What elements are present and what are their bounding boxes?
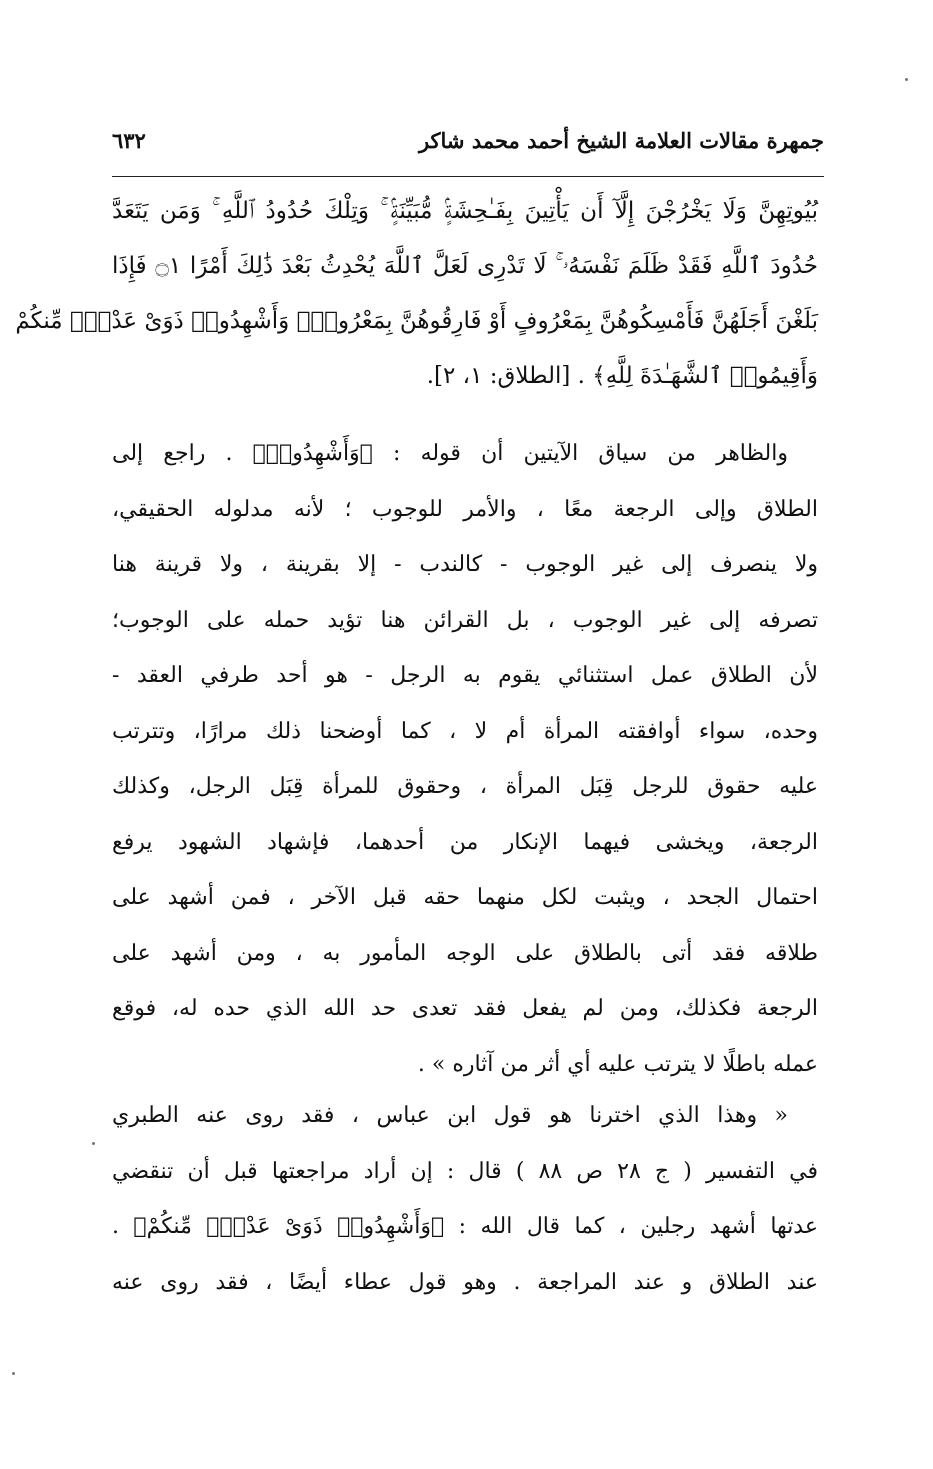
text-line: عدتها أشهد رجلين ، كما قال الله : ﴿وَأَشْهِدُوا۟ ذَوَىْ عَدْلٍۢ مِّنكُمْ﴾ . (112, 1214, 818, 1239)
paragraph-2 (112, 1088, 818, 1310)
text-line: احتمال الجحد ، ويثبت لكل منهما حقه قبل الآخر ، فمن أشهد على (112, 885, 818, 910)
text-line: « وهذا الذي اخترنا هو قول ابن عباس ، فقد روى عنه الطبري (112, 1103, 788, 1128)
text-line: والظاهر من سياق الآيتين أن قوله : ﴿وَأَشْهِدُوا۟﴾ . راجع إلى (112, 441, 788, 466)
quran-line: بَلَغْنَ أَجَلَهُنَّ فَأَمْسِكُوهُنَّ بِمَعْرُوفٍ أَوْ فَارِقُوهُنَّ بِمَعْرُوفٍۢ وَأَشْهِدُوا۟ ذَوَىْ عَدْلٍۢ مِّنكُمْ (15, 308, 818, 334)
header-divider (112, 176, 824, 177)
paragraph-1 (112, 426, 818, 1092)
running-header (112, 128, 824, 164)
quran-line: حُدُودَ ٱللَّهِ فَقَدْ ظَلَمَ نَفْسَهُۥ ۚ لَا تَدْرِى لَعَلَّ ٱللَّهَ يُحْدِثُ بَعْدَ ذَٰلِكَ أَمْرًا ۝١ فَإِذَا (112, 253, 818, 279)
quran-quotation (15, 184, 818, 404)
scan-speck (905, 78, 908, 81)
quran-line: بُيُوتِهِنَّ وَلَا يَخْرُجْنَ إِلَّآ أَن يَأْتِينَ بِفَـٰحِشَةٍۢ مُّبَيِّنَةٍۢ ۚ وَتِلْكَ حُدُودُ ٱللَّهِ ۚ وَمَن يَتَعَدَّ (112, 198, 818, 224)
text-line: عليه حقوق للرجل قِبَل المرأة ، وحقوق للمرأة قِبَل الرجل، وكذلك (112, 774, 819, 799)
text-line: وحده، سواء أوافقته المرأة أم لا ، كما أوضحنا ذلك مرارًا، وتترتب (112, 718, 818, 744)
text-line: طلاقه فقد أتى بالطلاق على الوجه المأمور به ، ومن أشهد على (112, 940, 818, 966)
scan-speck (12, 1372, 15, 1375)
text-line: ولا ينصرف إلى غير الوجوب - كالندب - إلا بقرينة ، ولا قرينة هنا (112, 552, 818, 577)
text-line: الرجعة فكذلك، ومن لم يفعل فقد تعدى حد الله الذي حده له، فوقع (112, 996, 818, 1021)
page-number: ٦٣٢ (112, 128, 146, 153)
text-line: في التفسير ( ج ٢٨ ص ٨٨ ) قال : إن أراد مراجعتها قبل أن تنقضي (112, 1158, 818, 1184)
text-line: الطلاق وإلى الرجعة معًا ، والأمر للوجوب ؛ لأنه مدلوله الحقيقي، (112, 496, 818, 522)
text-line: عمله باطلًا لا يترتب عليه أي أثر من آثاره » . (417, 1051, 818, 1077)
book-title: جمهرة مقالات العلامة الشيخ أحمد محمد شاكر (418, 128, 824, 153)
scan-speck (92, 1142, 95, 1145)
text-line: عند الطلاق و عند المراجعة . وهو قول عطاء أيضًا ، فقد روى عنه (112, 1269, 818, 1295)
text-line: الرجعة، ويخشى فيهما الإنكار من أحدهما، فإشهاد الشهود يرفع (112, 829, 818, 855)
quran-line: وَأَقِيمُوا۟ ٱلشَّهَـٰدَةَ لِلَّهِ﴾ . [الطلاق: ١، ٢]. (426, 363, 818, 389)
text-line: تصرفه إلى غير الوجوب ، بل القرائن هنا تؤيد حمله على الوجوب؛ (112, 607, 818, 633)
text-line: لأن الطلاق عمل استثنائي يقوم به الرجل - هو أحد طرفي العقد - (112, 663, 818, 688)
